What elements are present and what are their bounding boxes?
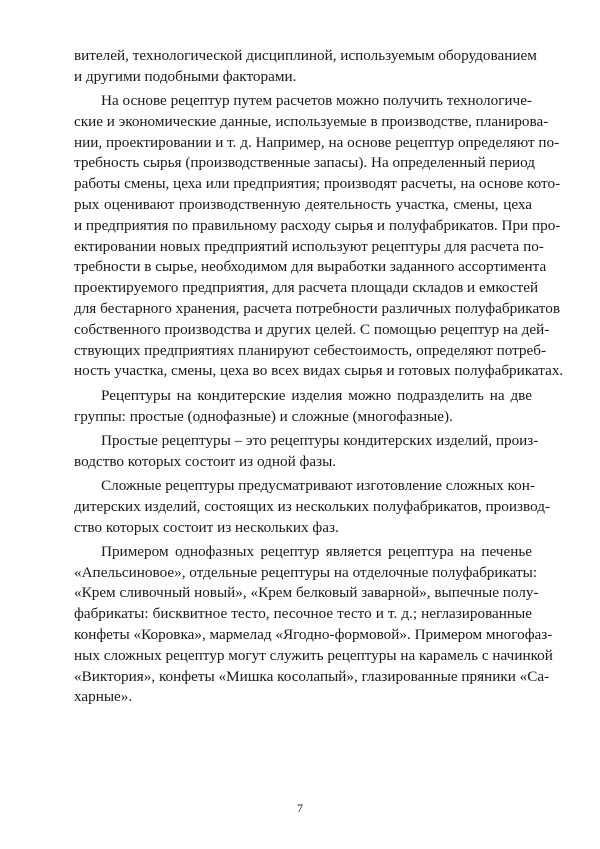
text-line: «Виктория», конфеты «Мишка косолапый», глазированные пряники «Са- — [74, 667, 550, 685]
paragraph-1 — [74, 46, 537, 88]
text-line: ские и экономические данные, используемые в производстве, планирова- — [74, 112, 549, 130]
text-line: харные». — [74, 688, 133, 706]
paragraph-6 — [74, 542, 553, 708]
text-line: Сложные рецептуры предусматривают изготовление сложных кон- — [101, 476, 535, 494]
text-line: и другими подобными факторами. — [74, 67, 297, 85]
text-line: «Апельсиновое», отдельные рецептуры на отделочные полуфабрикаты: — [74, 563, 538, 581]
text-line: конфеты «Коровка», мармелад «Ягодно-формовой». Примером многофаз- — [74, 626, 553, 644]
paragraph-2 — [74, 91, 564, 382]
text-line: Простые рецептуры – это рецептуры кондитерских изделий, произ- — [101, 431, 539, 449]
text-line: требность сырья (производственные запасы). На определенный период — [74, 154, 535, 172]
page-number: 7 — [297, 801, 303, 815]
paragraph-4 — [74, 431, 539, 473]
text-line: ных сложных рецептур могут служить рецептуры на карамель с начинкой — [74, 646, 553, 664]
text-line: Рецептуры на кондитерские изделия можно подразделить на две — [101, 386, 532, 404]
text-line: ектировании новых предприятий используют рецептуры для расчета по- — [74, 237, 544, 255]
text-line: группы: простые (однофазные) и сложные (многофазные). — [74, 407, 453, 425]
text-line: рых оценивают производственную деятельность участка, смены, цеха — [74, 196, 532, 214]
text-line: для бестарного хранения, расчета потребности различных полуфабрикатов — [74, 300, 560, 318]
text-line: ствующих предприятиях планируют себестоимость, определяют потреб- — [74, 341, 547, 359]
text-line: собственного производства и других целей. С помощью рецептур на дей- — [74, 320, 550, 338]
text-line: требности в сырье, необходимом для выработки заданного ассортимента — [74, 258, 547, 276]
text-line: проектируемого предприятия, для расчета площади складов и емкостей — [74, 279, 539, 297]
text-line: «Крем сливочный новый», «Крем белковый заварной», выпечные полу- — [74, 584, 539, 602]
text-line: дитерских изделий, состоящих из нескольких полуфабрикатов, производ- — [74, 497, 551, 515]
text-line: ность участка, смены, цеха во всех видах сырья и готовых полуфабрикатах. — [74, 362, 564, 380]
text-line: фабрикаты: бисквитное тесто, песочное тесто и т. д.; неглазированные — [74, 605, 532, 623]
body-text — [74, 46, 564, 712]
text-line: Примером однофазных рецептур является рецептура на печенье — [101, 542, 532, 560]
paragraph-5 — [74, 476, 551, 538]
text-line: ство которых состоит из нескольких фаз. — [74, 518, 339, 536]
text-line: водство которых состоит из одной фазы. — [74, 452, 337, 470]
text-line: На основе рецептур путем расчетов можно получить технологиче- — [101, 92, 532, 110]
text-line: вителей, технологической дисциплиной, используемым оборудованием — [74, 47, 537, 64]
paragraph-3 — [74, 386, 532, 428]
text-line: и предприятия по правильному расходу сырья и полуфабрикатов. При про- — [74, 216, 561, 234]
text-line: нии, проектировании и т. д. Например, на основе рецептур определяют по- — [74, 133, 560, 151]
text-line: работы смены, цеха или предприятия; производят расчеты, на основе кото- — [74, 175, 561, 193]
